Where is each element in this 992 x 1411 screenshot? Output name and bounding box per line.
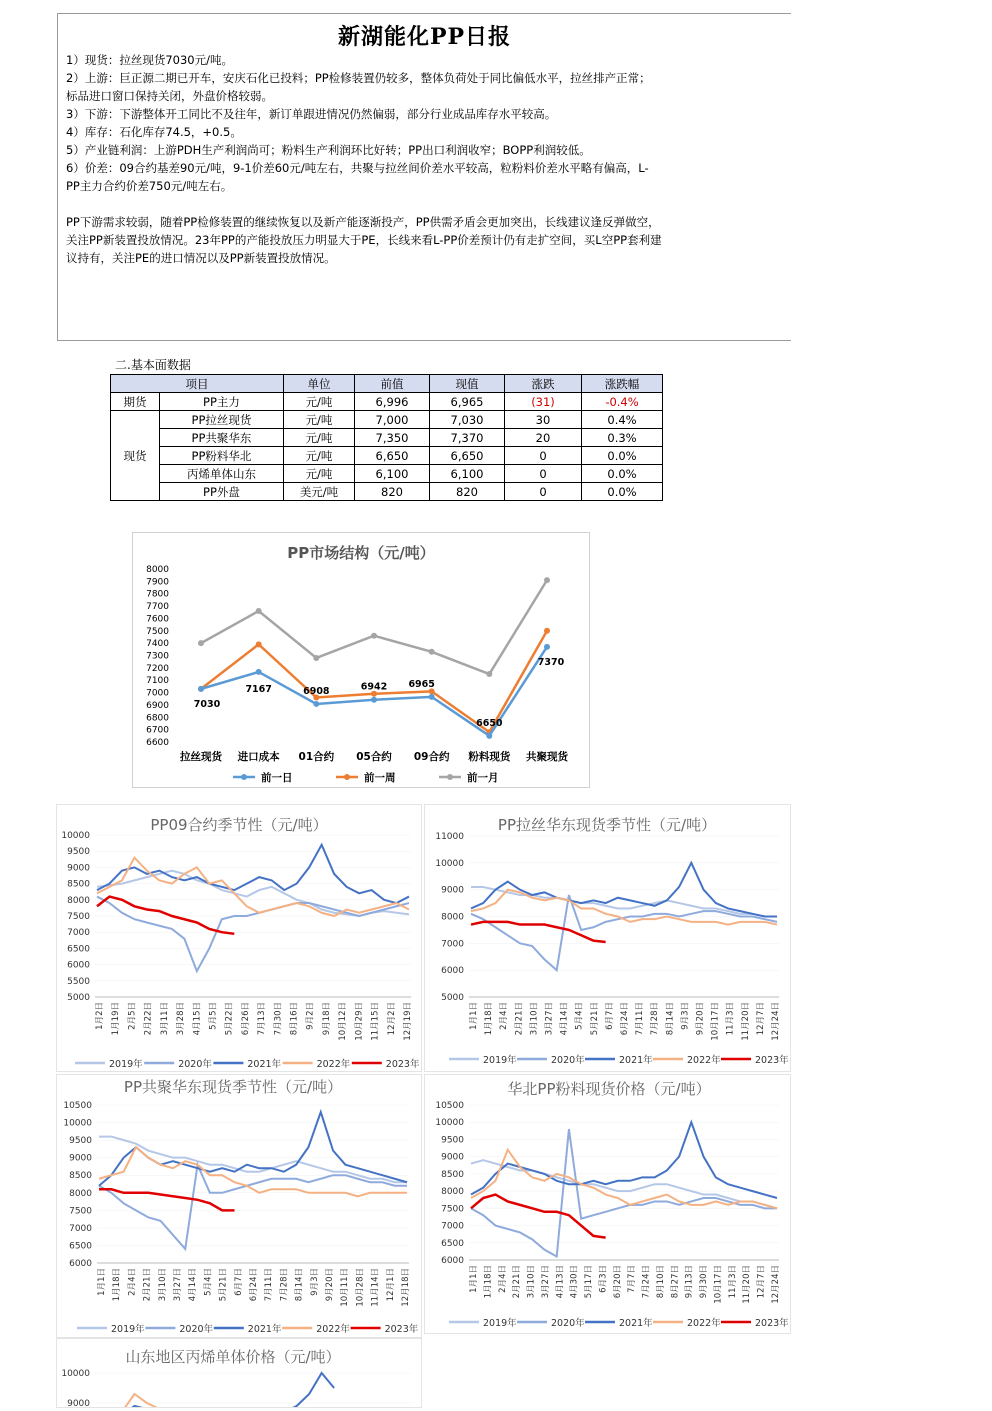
legend-label: 2020年 — [551, 1318, 585, 1329]
y-tick-label: 6500 — [441, 1238, 464, 1249]
x-tick-label: 01合约 — [298, 751, 335, 763]
summary-section — [58, 51, 791, 195]
x-tick-label: 2月21日 — [514, 1002, 525, 1036]
legend-marker — [241, 774, 247, 780]
x-tick-label: 3月27日 — [173, 1268, 183, 1302]
series-point — [198, 640, 204, 646]
table-cell: 元/吨 — [284, 393, 355, 411]
legend-label: 2020年 — [179, 1324, 214, 1335]
x-tick-label: 1月18日 — [483, 1265, 494, 1299]
table-cell: 7,350 — [355, 429, 430, 447]
table-header-cell: 现值 — [430, 375, 505, 393]
legend-label: 2022年 — [316, 1324, 350, 1335]
x-tick-label: 9月2日 — [305, 1002, 316, 1030]
x-tick-label: 8月16日 — [289, 1002, 300, 1036]
x-tick-label: 4月13日 — [555, 1265, 566, 1299]
legend-label: 2023年 — [384, 1324, 419, 1335]
y-tick-label: 8000 — [146, 565, 169, 575]
y-tick-label: 10500 — [63, 1101, 92, 1111]
x-tick-label: 3月28日 — [176, 1002, 187, 1036]
outlook-line: 关注PP新装置投放情况。23年PP的产能投放压力明显大于PE，长线来看L-PP价差预计仍有走扩空间，买L空PP套利建 — [66, 233, 662, 247]
table-cell: 美元/吨 — [284, 483, 355, 501]
y-tick-label: 6700 — [146, 725, 169, 736]
y-tick-label: 8500 — [441, 1169, 464, 1180]
legend-label: 2019年 — [109, 1059, 143, 1070]
series-point — [371, 633, 377, 639]
legend-label: 前一月 — [467, 772, 499, 784]
y-tick-label: 8000 — [441, 1187, 464, 1198]
table-cell: 0 — [505, 465, 582, 483]
x-tick-label: 5月5日 — [208, 1002, 219, 1030]
table-cell: 0.0% — [582, 447, 663, 465]
x-tick-label: 1月18日 — [112, 1268, 123, 1302]
y-tick-label: 6800 — [146, 713, 169, 724]
series-line — [471, 1122, 777, 1198]
summary-line: 3）下游：下游整体开工同比不及往年，新订单跟进情况仍然偏弱，部分行业成品库存水平较高。 — [66, 107, 557, 121]
series-point — [544, 644, 550, 650]
y-tick-label: 7000 — [69, 1223, 92, 1234]
propylene-svg — [57, 1339, 421, 1407]
table-header-cell: 涨跌幅 — [582, 375, 663, 393]
propylene-chart — [56, 1338, 422, 1408]
series-line — [97, 858, 409, 916]
x-tick-label: 7月13日 — [257, 1002, 268, 1036]
y-tick-label: 10000 — [61, 831, 90, 841]
table-row — [111, 483, 663, 501]
x-tick-label: 2月21日 — [142, 1268, 153, 1302]
group-cell: 期货 — [111, 393, 160, 411]
table-cell: 元/吨 — [284, 429, 355, 447]
outlook-section — [58, 213, 791, 267]
x-tick-label: 1月1日 — [97, 1268, 107, 1296]
legend-label: 2022年 — [687, 1318, 721, 1329]
seasonal-svg-copolymer — [57, 1075, 421, 1337]
section-title: 二.基本面数据 — [115, 358, 191, 372]
summary-line: 4）库存：石化库存74.5，+0.5。 — [66, 125, 242, 139]
table-cell: PP粉料华北 — [159, 447, 283, 465]
y-tick-label: 6900 — [146, 700, 169, 711]
data-label: 7370 — [537, 656, 565, 668]
y-tick-label: 9000 — [67, 863, 90, 874]
fundamentals-table — [110, 374, 663, 501]
data-label: 6650 — [476, 717, 503, 729]
x-tick-label: 6月7日 — [604, 1002, 615, 1030]
table-cell: (31) — [505, 393, 582, 411]
y-tick-label: 7500 — [69, 1206, 92, 1217]
legend-label: 2021年 — [619, 1055, 653, 1066]
summary-line: 5）产业链利润：上游PDH生产利润尚可；粉料生产利润环比好转；PP出口利润收窄；BOPP利润较低。 — [66, 143, 591, 157]
y-tick-label: 8500 — [67, 879, 90, 890]
series-line — [97, 1373, 334, 1407]
x-tick-label: 7月7日 — [627, 1265, 638, 1293]
legend-label: 2023年 — [755, 1318, 789, 1329]
table-cell: 0.0% — [582, 483, 663, 501]
x-tick-label: 9月20日 — [695, 1002, 706, 1036]
series-point — [313, 701, 319, 707]
table-cell: 6,965 — [430, 393, 505, 411]
table-cell: 0 — [505, 483, 582, 501]
table-cell: 丙烯单体山东 — [159, 465, 283, 483]
series-line — [471, 1129, 777, 1256]
x-tick-label: 7月28日 — [279, 1268, 290, 1302]
table-cell: 6,100 — [355, 465, 430, 483]
legend-label: 前一周 — [364, 772, 396, 784]
table-cell: PP外盘 — [159, 483, 283, 501]
y-tick-label: 10500 — [435, 1101, 464, 1111]
table-cell: 30 — [505, 411, 582, 429]
y-tick-label: 10000 — [435, 858, 464, 869]
x-tick-label: 12月1日 — [385, 1268, 396, 1302]
x-tick-label: 3月10日 — [526, 1265, 537, 1299]
market-structure-svg — [133, 533, 589, 787]
table-cell: 6,100 — [430, 465, 505, 483]
y-tick-label: 5500 — [67, 976, 90, 987]
x-tick-label: 11月20日 — [740, 1002, 751, 1041]
series-point — [256, 608, 262, 614]
legend-label: 2019年 — [483, 1055, 517, 1066]
y-tick-label: 7000 — [441, 939, 464, 950]
y-tick-label: 7500 — [146, 626, 169, 637]
x-tick-label: 12月18日 — [401, 1268, 411, 1307]
table-cell: 7,030 — [430, 411, 505, 429]
x-tick-label: 10月17日 — [710, 1002, 721, 1041]
outlook-line: PP下游需求较弱，随着PP检修装置的继续恢复以及新产能逐渐投产，PP供需矛盾会更加突出，长线建议逢反弹做空， — [66, 215, 660, 229]
y-tick-label: 6000 — [67, 960, 90, 971]
table-cell: 820 — [355, 483, 430, 501]
x-tick-label: 1月1日 — [469, 1002, 479, 1030]
x-tick-label: 2月5日 — [127, 1002, 138, 1030]
table-header-row — [111, 375, 663, 393]
x-tick-label: 5月21日 — [218, 1268, 229, 1302]
seasonal-svg-powder — [425, 1075, 790, 1333]
x-tick-label: 9月3日 — [309, 1268, 320, 1296]
y-tick-label: 9000 — [441, 1152, 464, 1163]
chart-title: PP09合约季节性（元/吨） — [150, 816, 328, 834]
y-tick-label: 9000 — [69, 1153, 92, 1164]
seasonal-svg-lasi — [425, 805, 790, 1071]
table-cell: 820 — [430, 483, 505, 501]
legend-label: 2022年 — [687, 1055, 721, 1066]
y-tick-label: 10000 — [61, 1369, 90, 1379]
x-tick-label: 9月18日 — [321, 1002, 332, 1036]
y-tick-label: 7400 — [146, 639, 169, 650]
x-tick-label: 10月28日 — [355, 1268, 366, 1307]
x-tick-label: 9月3日 — [680, 1002, 691, 1030]
table-cell: PP拉丝现货 — [159, 411, 283, 429]
group-cell: 现货 — [111, 411, 160, 501]
x-tick-label: 4月30日 — [569, 1265, 580, 1299]
y-tick-label: 7100 — [146, 676, 169, 687]
x-tick-label: 4月14日 — [559, 1002, 570, 1036]
y-tick-label: 7900 — [146, 577, 169, 588]
x-tick-label: 3月27日 — [544, 1002, 555, 1036]
table-cell: PP共聚华东 — [159, 429, 283, 447]
x-tick-label: 11月20日 — [742, 1265, 753, 1304]
table-header-cell: 项目 — [111, 375, 284, 393]
x-tick-label: 7月11日 — [264, 1268, 275, 1302]
table-row — [111, 429, 663, 447]
table-cell: 20 — [505, 429, 582, 447]
x-tick-label: 3月10日 — [529, 1002, 540, 1036]
chart-title: PP共聚华东现货季节性（元/吨） — [123, 1078, 343, 1096]
table-header-cell: 涨跌 — [505, 375, 582, 393]
x-tick-label: 5月4日 — [203, 1268, 214, 1296]
y-tick-label: 7500 — [441, 1204, 464, 1215]
x-tick-label: 2月21日 — [512, 1265, 523, 1299]
table-cell: PP主力 — [159, 393, 283, 411]
x-tick-label: 2月22日 — [143, 1002, 154, 1036]
y-tick-label: 5000 — [67, 993, 90, 1003]
x-tick-label: 5月22日 — [224, 1002, 235, 1036]
summary-line: 1）现货：拉丝现货7030元/吨。 — [66, 53, 233, 67]
summary-line: 6）价差：09合约基差90元/吨，9-1价差60元/吨左右，共聚与拉丝间价差水平较高，粒粉料价差水平略有偏高，L- — [66, 161, 649, 175]
x-tick-label: 6月24日 — [620, 1002, 630, 1036]
x-tick-label: 8月14日 — [294, 1268, 305, 1302]
y-tick-label: 9500 — [441, 1135, 464, 1146]
x-tick-label: 10月17日 — [713, 1265, 724, 1304]
summary-line: 标品进口窗口保持关闭，外盘价格较弱。 — [66, 89, 273, 103]
x-tick-label: 10月29日 — [354, 1002, 365, 1041]
x-tick-label: 10月12日 — [338, 1002, 349, 1041]
x-tick-label: 12月7日 — [756, 1265, 767, 1299]
x-tick-label: 进口成本 — [237, 751, 280, 763]
y-tick-label: 7600 — [146, 614, 169, 625]
table-cell: 6,650 — [430, 447, 505, 465]
y-tick-label: 10000 — [63, 1118, 92, 1129]
market-structure-chart — [132, 532, 590, 788]
table-row — [111, 393, 663, 411]
summary-line: PP主力合约价差750元/吨左右。 — [66, 179, 233, 193]
table-row — [111, 447, 663, 465]
table-cell: 7,000 — [355, 411, 430, 429]
x-tick-label: 1月2日 — [95, 1002, 105, 1030]
series-point — [486, 671, 492, 677]
x-tick-label: 6月7日 — [233, 1268, 244, 1296]
x-tick-label: 7月30日 — [273, 1002, 284, 1036]
y-tick-label: 7000 — [441, 1221, 464, 1232]
data-label: 7030 — [193, 698, 221, 710]
x-tick-label: 1月18日 — [484, 1002, 495, 1036]
x-tick-label: 3月10日 — [157, 1268, 168, 1302]
x-tick-label: 05合约 — [356, 751, 392, 763]
table-cell: 6,996 — [355, 393, 430, 411]
table-cell: 0.3% — [582, 429, 663, 447]
x-tick-label: 9月30日 — [699, 1265, 710, 1299]
x-tick-label: 9月13日 — [684, 1265, 695, 1299]
y-tick-label: 8000 — [69, 1188, 92, 1199]
seasonal-chart-powder — [424, 1074, 791, 1334]
x-tick-label: 12月24日 — [771, 1002, 781, 1041]
data-label: 6942 — [360, 681, 388, 693]
y-tick-label: 7000 — [146, 688, 169, 699]
table-row — [111, 411, 663, 429]
x-tick-label: 6月24日 — [249, 1268, 259, 1302]
x-tick-label: 4月14日 — [188, 1268, 199, 1302]
chart-title: PP拉丝华东现货季节性（元/吨） — [497, 816, 717, 834]
y-tick-label: 5000 — [441, 993, 464, 1003]
y-tick-label: 7500 — [67, 912, 90, 922]
y-tick-label: 9000 — [441, 885, 464, 896]
legend-label: 2023年 — [755, 1055, 789, 1066]
legend-label: 2022年 — [316, 1059, 351, 1070]
table-header-cell: 单位 — [284, 375, 355, 393]
table-cell: 6,650 — [355, 447, 430, 465]
legend-label: 2023年 — [385, 1059, 420, 1070]
table-row — [111, 465, 663, 483]
table-cell: 7,370 — [430, 429, 505, 447]
x-tick-label: 1月1日 — [469, 1265, 479, 1293]
series-line — [471, 1195, 606, 1238]
legend-label: 前一日 — [261, 772, 293, 784]
y-tick-label: 6000 — [69, 1259, 92, 1269]
x-tick-label: 1月19日 — [111, 1002, 122, 1036]
series-point — [544, 628, 550, 634]
x-tick-label: 2月4日 — [499, 1002, 510, 1030]
legend-marker — [344, 774, 350, 780]
x-tick-label: 粉料现货 — [468, 751, 511, 763]
x-tick-label: 5月4日 — [574, 1002, 585, 1030]
x-tick-label: 拉丝现货 — [180, 751, 222, 763]
x-tick-label: 6月3日 — [598, 1265, 609, 1293]
outlook-line: 议持有，关注PE的进口情况以及PP新装置投放情况。 — [66, 251, 336, 265]
x-tick-label: 7月28日 — [650, 1002, 661, 1036]
chart-title: PP市场结构（元/吨） — [287, 544, 435, 562]
legend-label: 2020年 — [551, 1055, 585, 1066]
x-tick-label: 11月14日 — [370, 1268, 381, 1307]
legend-label: 2019年 — [483, 1318, 517, 1329]
chart-title: 华北PP粉料现货价格（元/吨） — [507, 1080, 711, 1098]
x-tick-label: 共聚现货 — [526, 751, 568, 763]
x-tick-label: 3月11日 — [159, 1002, 170, 1036]
series-point — [313, 655, 319, 661]
x-tick-label: 09合约 — [413, 751, 450, 763]
x-tick-label: 7月11日 — [635, 1002, 646, 1036]
y-tick-label: 8000 — [441, 912, 464, 923]
seasonal-svg-pp09 — [57, 805, 421, 1071]
table-cell: -0.4% — [582, 393, 663, 411]
y-tick-label: 6000 — [441, 966, 464, 977]
seasonal-chart-pp09 — [56, 804, 422, 1072]
y-tick-label: 9500 — [67, 847, 90, 858]
series-point — [429, 694, 435, 700]
x-tick-label: 12月2日 — [386, 1002, 397, 1036]
x-tick-label: 2月4日 — [127, 1268, 138, 1296]
y-tick-label: 7200 — [146, 663, 169, 674]
table-cell: 元/吨 — [284, 465, 355, 483]
y-tick-label: 7300 — [146, 651, 169, 662]
table-cell: 0 — [505, 447, 582, 465]
y-tick-label: 10000 — [435, 1118, 464, 1129]
y-tick-label: 11000 — [435, 832, 464, 842]
series-line — [201, 580, 547, 674]
x-tick-label: 6月20日 — [612, 1265, 623, 1299]
chart-title: 山东地区丙烯单体价格（元/吨） — [125, 1348, 341, 1366]
report-title: 新湖能化PP日报 — [337, 24, 512, 50]
series-point — [198, 686, 204, 692]
x-tick-label: 7月24日 — [641, 1265, 652, 1299]
series-line — [99, 1165, 407, 1249]
legend-label: 2021年 — [247, 1059, 282, 1070]
x-tick-label: 11月3日 — [727, 1265, 738, 1299]
x-tick-label: 12月7日 — [755, 1002, 766, 1036]
legend-label: 2019年 — [111, 1324, 145, 1335]
y-tick-label: 7800 — [146, 589, 169, 600]
x-tick-label: 10月11日 — [340, 1268, 351, 1307]
y-tick-label: 8000 — [67, 895, 90, 906]
summary-line: 2）上游：巨正源二期已开车，安庆石化已投料；PP检修装置仍较多，整体负荷处于同比偏低水平，拉丝排产正常； — [66, 71, 651, 85]
x-tick-label: 12月19日 — [403, 1002, 413, 1041]
legend-label: 2020年 — [178, 1059, 212, 1070]
data-label: 7167 — [245, 683, 272, 695]
summary-box — [57, 13, 791, 341]
x-tick-label: 8月27日 — [670, 1265, 681, 1299]
series-point — [486, 733, 492, 739]
table-cell: 0.4% — [582, 411, 663, 429]
x-tick-label: 11月3日 — [725, 1002, 736, 1036]
series-point — [429, 649, 435, 655]
y-tick-label: 9500 — [69, 1136, 92, 1147]
y-tick-label: 6500 — [69, 1241, 92, 1252]
x-tick-label: 5月21日 — [589, 1002, 600, 1036]
x-tick-label: 8月14日 — [665, 1002, 676, 1036]
x-tick-label: 11月15日 — [370, 1002, 381, 1041]
y-tick-label: 7700 — [146, 602, 169, 613]
data-label: 6908 — [303, 685, 330, 697]
legend-label: 2021年 — [247, 1324, 282, 1335]
y-tick-label: 8500 — [69, 1171, 92, 1182]
y-tick-label: 7000 — [67, 928, 90, 939]
y-tick-label: 6500 — [67, 944, 90, 955]
data-label: 6965 — [408, 678, 435, 690]
y-tick-label: 6000 — [441, 1256, 464, 1266]
x-tick-label: 5月17日 — [584, 1265, 595, 1299]
seasonal-chart-lasi — [424, 804, 791, 1072]
table-cell: 元/吨 — [284, 411, 355, 429]
series-point — [256, 641, 262, 647]
x-tick-label: 8月10日 — [655, 1265, 666, 1299]
x-tick-label: 9月20日 — [325, 1268, 335, 1302]
y-tick-label: 6600 — [146, 738, 169, 748]
series-point — [371, 697, 377, 703]
series-point — [256, 669, 262, 675]
legend-label: 2021年 — [619, 1318, 653, 1329]
legend-marker — [447, 774, 453, 780]
series-point — [544, 577, 550, 583]
x-tick-label: 4月15日 — [192, 1002, 203, 1036]
table-header-cell: 前值 — [355, 375, 430, 393]
table-cell: 0.0% — [582, 465, 663, 483]
table-cell: 元/吨 — [284, 447, 355, 465]
y-tick-label: 9000 — [67, 1399, 90, 1407]
x-tick-label: 2月4日 — [497, 1265, 508, 1293]
x-tick-label: 12月24日 — [771, 1265, 781, 1304]
seasonal-chart-copolymer — [56, 1074, 422, 1338]
x-tick-label: 6月26日 — [240, 1002, 251, 1036]
x-tick-label: 3月27日 — [540, 1265, 551, 1299]
series-line — [471, 895, 777, 970]
